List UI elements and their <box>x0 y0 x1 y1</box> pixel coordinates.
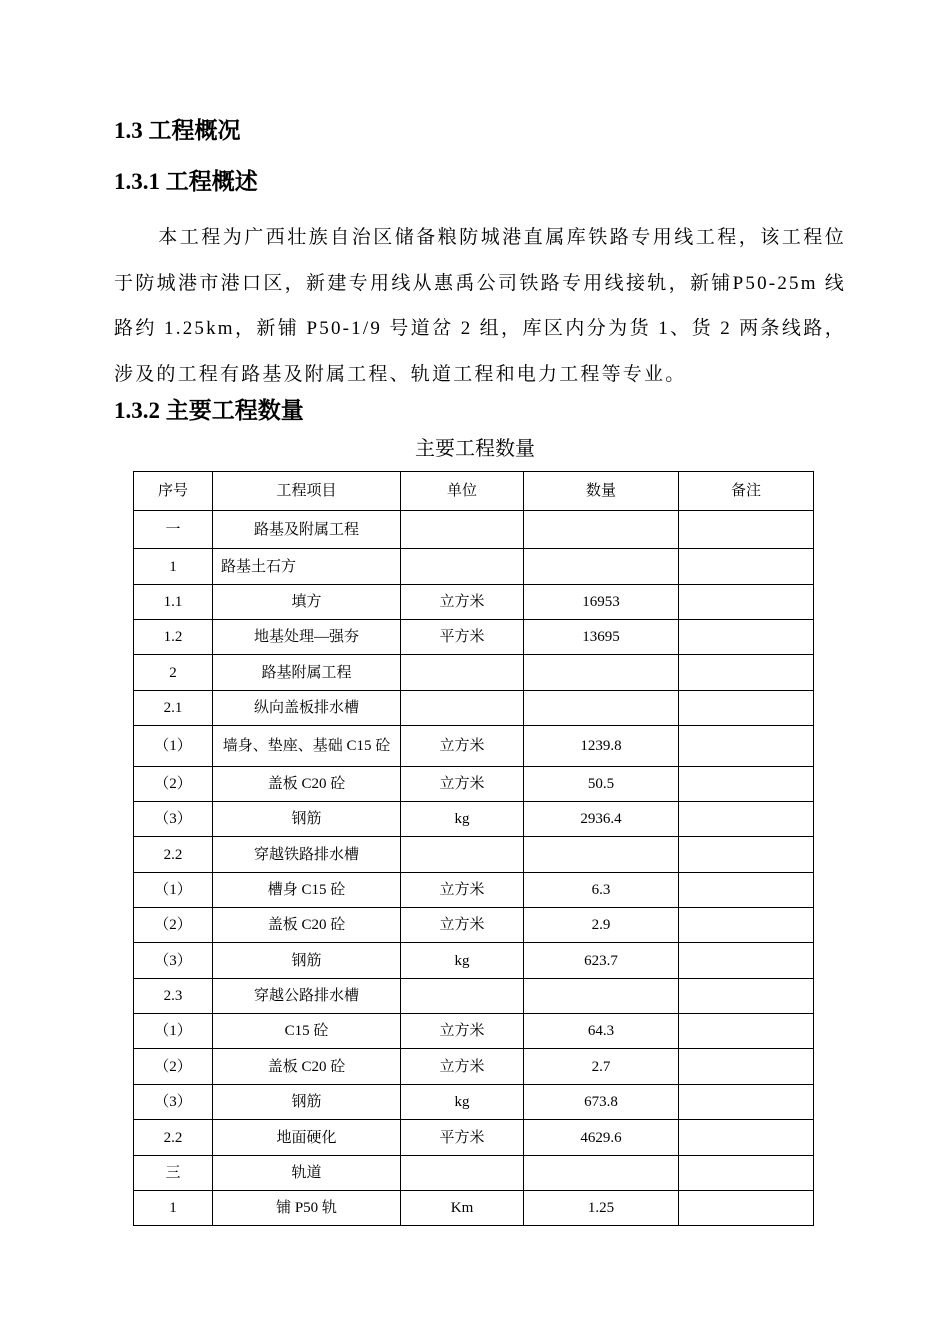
table-row <box>134 767 814 802</box>
table-title: 主要工程数量 <box>415 436 535 460</box>
cell-unit <box>401 691 524 726</box>
cell-qty: 623.7 <box>524 943 679 979</box>
cell-qty: 16953 <box>524 585 679 620</box>
cell-note <box>679 1156 814 1191</box>
header-note: 备注 <box>679 472 814 511</box>
cell-no: 2.2 <box>134 1120 213 1156</box>
cell-note <box>679 1085 814 1120</box>
table-row <box>134 726 814 767</box>
cell-item: 地面硬化 <box>213 1120 401 1156</box>
table-row <box>134 1085 814 1120</box>
cell-note <box>679 767 814 802</box>
header-unit: 单位 <box>401 472 524 511</box>
cell-qty: 673.8 <box>524 1085 679 1120</box>
cell-unit: 立方米 <box>401 1049 524 1085</box>
cell-item: C15 砼 <box>213 1014 401 1049</box>
cell-no: （3） <box>134 1085 213 1120</box>
cell-unit: 立方米 <box>401 873 524 908</box>
cell-item: 穿越铁路排水槽 <box>213 837 401 873</box>
cell-unit: 平方米 <box>401 620 524 655</box>
cell-unit <box>401 837 524 873</box>
cell-qty: 2.9 <box>524 908 679 943</box>
cell-no: （3） <box>134 802 213 837</box>
cell-unit: 立方米 <box>401 585 524 620</box>
cell-unit: kg <box>401 943 524 979</box>
cell-qty: 64.3 <box>524 1014 679 1049</box>
cell-unit: 立方米 <box>401 726 524 767</box>
cell-qty: 1.25 <box>524 1191 679 1226</box>
cell-qty: 2.7 <box>524 1049 679 1085</box>
cell-item: 盖板 C20 砼 <box>213 1049 401 1085</box>
cell-item: 槽身 C15 砼 <box>213 873 401 908</box>
cell-note <box>679 726 814 767</box>
cell-qty <box>524 549 679 585</box>
cell-unit: 立方米 <box>401 767 524 802</box>
cell-qty: 4629.6 <box>524 1120 679 1156</box>
cell-item: 纵向盖板排水槽 <box>213 691 401 726</box>
header-item: 工程项目 <box>213 472 401 511</box>
heading-1-3-2: 1.3.2 主要工程数量 <box>114 398 304 423</box>
table-row <box>134 585 814 620</box>
overview-text: 本工程为广西壮族自治区储备粮防城港直属库铁路专用线工程，该工程位于防城港市港口区，新建专用线从惠禹公司铁路专用线接轨，新铺P50-25m 线路约 1.25km，新铺 P50-1/9 号道岔 2 组，库区内分为货 1、货 2 两条线路，涉及的工程有路基及附属工程、轨道工程和电力工程等专业。 <box>114 227 846 385</box>
cell-qty: 50.5 <box>524 767 679 802</box>
cell-no: 1.1 <box>134 585 213 620</box>
cell-qty <box>524 691 679 726</box>
table-row <box>134 979 814 1014</box>
table-row <box>134 620 814 655</box>
table-row <box>134 511 814 549</box>
table-row <box>134 1049 814 1085</box>
table-row <box>134 873 814 908</box>
cell-no: 2.2 <box>134 837 213 873</box>
cell-qty: 1239.8 <box>524 726 679 767</box>
cell-no: 2.3 <box>134 979 213 1014</box>
cell-unit: 立方米 <box>401 1014 524 1049</box>
cell-item: 路基及附属工程 <box>213 511 401 549</box>
cell-note <box>679 837 814 873</box>
cell-no: 1.2 <box>134 620 213 655</box>
cell-note <box>679 979 814 1014</box>
cell-note <box>679 802 814 837</box>
cell-item: 钢筋 <box>213 1085 401 1120</box>
quantities-table <box>133 471 814 1226</box>
overview-paragraph <box>114 215 846 397</box>
cell-qty: 13695 <box>524 620 679 655</box>
cell-unit <box>401 549 524 585</box>
cell-no: 2 <box>134 655 213 691</box>
cell-qty: 6.3 <box>524 873 679 908</box>
table-row <box>134 691 814 726</box>
table-row <box>134 908 814 943</box>
cell-note <box>679 585 814 620</box>
table-row <box>134 1191 814 1226</box>
cell-no: 2.1 <box>134 691 213 726</box>
table-row <box>134 943 814 979</box>
table-header-row <box>134 472 814 511</box>
cell-no: （1） <box>134 1014 213 1049</box>
table-row <box>134 1156 814 1191</box>
cell-note <box>679 620 814 655</box>
cell-item: 钢筋 <box>213 943 401 979</box>
cell-note <box>679 908 814 943</box>
cell-item: 轨道 <box>213 1156 401 1191</box>
cell-qty <box>524 837 679 873</box>
cell-no: （1） <box>134 873 213 908</box>
cell-item: 路基土石方 <box>213 549 401 585</box>
cell-item: 路基附属工程 <box>213 655 401 691</box>
cell-item: 钢筋 <box>213 802 401 837</box>
cell-unit <box>401 979 524 1014</box>
table-row <box>134 655 814 691</box>
cell-note <box>679 943 814 979</box>
cell-unit <box>401 511 524 549</box>
cell-no: （2） <box>134 908 213 943</box>
heading-1-3-1: 1.3.1 工程概述 <box>114 169 258 194</box>
cell-note <box>679 873 814 908</box>
heading-1-3: 1.3 工程概况 <box>114 118 241 143</box>
cell-unit <box>401 1156 524 1191</box>
cell-no: 三 <box>134 1156 213 1191</box>
header-no: 序号 <box>134 472 213 511</box>
cell-note <box>679 549 814 585</box>
cell-qty <box>524 979 679 1014</box>
cell-note <box>679 1049 814 1085</box>
cell-unit: Km <box>401 1191 524 1226</box>
cell-note <box>679 511 814 549</box>
cell-item: 盖板 C20 砼 <box>213 908 401 943</box>
table-row <box>134 1120 814 1156</box>
cell-no: （2） <box>134 1049 213 1085</box>
cell-unit: kg <box>401 1085 524 1120</box>
cell-item: 穿越公路排水槽 <box>213 979 401 1014</box>
cell-qty <box>524 655 679 691</box>
cell-item: 盖板 C20 砼 <box>213 767 401 802</box>
header-qty: 数量 <box>524 472 679 511</box>
cell-item: 铺 P50 轨 <box>213 1191 401 1226</box>
cell-no: （2） <box>134 767 213 802</box>
cell-note <box>679 1191 814 1226</box>
cell-no: （1） <box>134 726 213 767</box>
cell-qty <box>524 1156 679 1191</box>
cell-item: 地基处理—强夯 <box>213 620 401 655</box>
cell-note <box>679 1014 814 1049</box>
cell-no: 1 <box>134 549 213 585</box>
cell-unit: 立方米 <box>401 908 524 943</box>
table-row <box>134 1014 814 1049</box>
cell-qty: 2936.4 <box>524 802 679 837</box>
cell-item: 填方 <box>213 585 401 620</box>
table-row <box>134 802 814 837</box>
cell-no: 1 <box>134 1191 213 1226</box>
cell-no: （3） <box>134 943 213 979</box>
cell-qty <box>524 511 679 549</box>
cell-note <box>679 655 814 691</box>
table-row <box>134 837 814 873</box>
cell-unit <box>401 655 524 691</box>
cell-no: 一 <box>134 511 213 549</box>
table-row <box>134 549 814 585</box>
cell-note <box>679 691 814 726</box>
cell-note <box>679 1120 814 1156</box>
cell-unit: kg <box>401 802 524 837</box>
cell-unit: 平方米 <box>401 1120 524 1156</box>
cell-item: 墙身、垫座、基础 C15 砼 <box>213 726 401 767</box>
